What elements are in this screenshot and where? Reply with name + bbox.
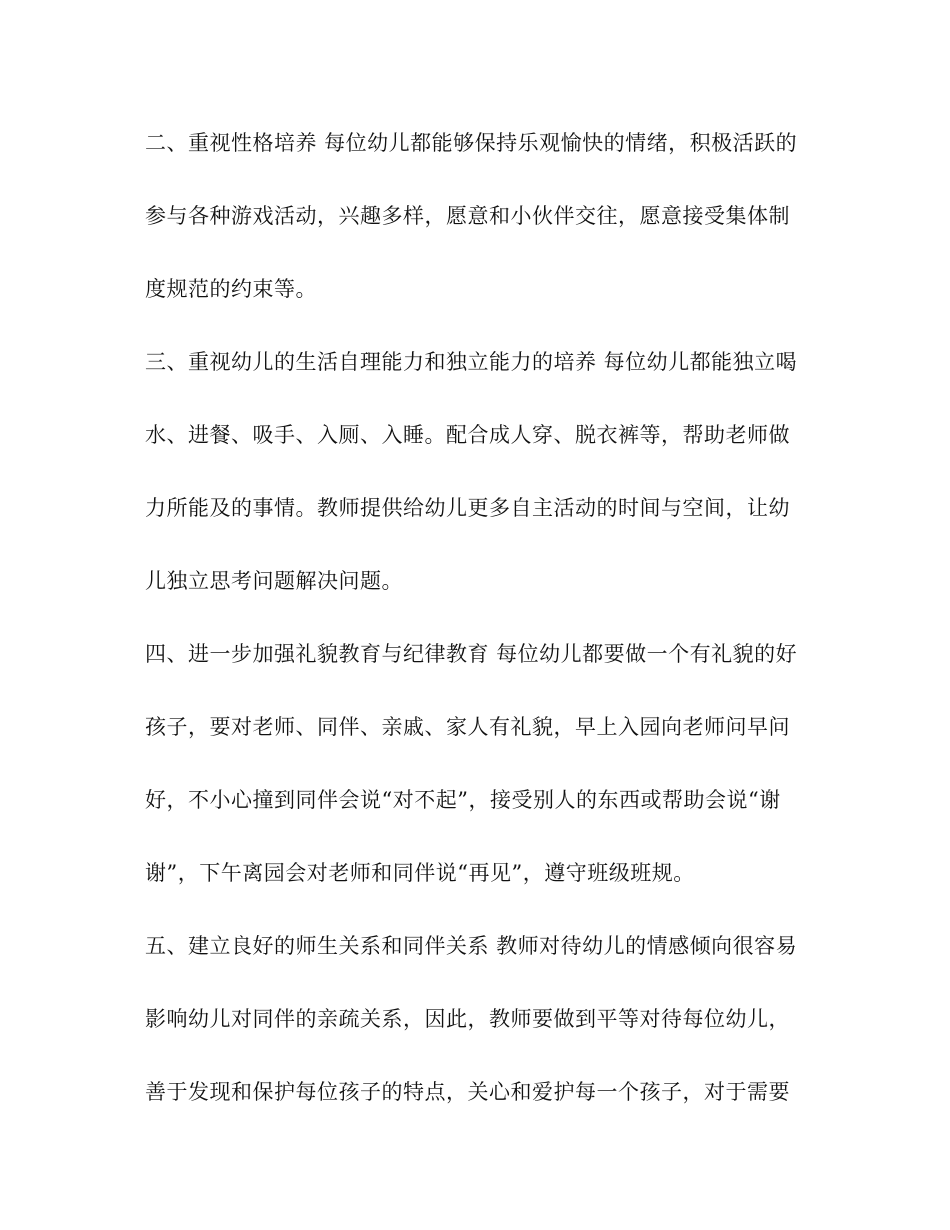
text-line: 度规范的约束等。: [145, 277, 317, 301]
text-line: 水、进餐、吸手、入厕、入睡。配合成人穿、脱衣裤等，帮助老师做: [145, 423, 790, 447]
text-line: 四、进一步加强礼貌教育与纪律教育 每位幼儿都要做一个有礼貌的好: [145, 642, 798, 666]
text-line: 儿独立思考问题解决问题。: [145, 569, 403, 593]
text-line: 善于发现和保护每位孩子的特点，关心和爱护每一个孩子，对于需要: [145, 1080, 790, 1104]
text-line: 孩子，要对老师、同伴、亲戚、家人有礼貌，早上入园向老师问早问: [145, 715, 790, 739]
text-line: 影响幼儿对同伴的亲疏关系，因此，教师要做到平等对待每位幼儿，: [145, 1007, 790, 1031]
text-line: 参与各种游戏活动，兴趣多样，愿意和小伙伴交往，愿意接受集体制: [145, 204, 790, 228]
text-line: 三、重视幼儿的生活自理能力和独立能力的培养 每位幼儿都能独立喝: [145, 350, 798, 374]
document-body: [145, 120, 815, 1142]
text-line: 好，不小心撞到同伴会说“对不起”，接受别人的东西或帮助会说“谢: [145, 788, 781, 812]
text-line: 谢”，下午离园会对老师和同伴说“再见”，遵守班级班规。: [145, 861, 695, 885]
text-line: 五、建立良好的师生关系和同伴关系 教师对待幼儿的情感倾向很容易: [145, 934, 798, 958]
text-line: 二、重视性格培养 每位幼儿都能够保持乐观愉快的情绪，积极活跃的: [145, 131, 798, 155]
text-line: 力所能及的事情。教师提供给幼儿更多自主活动的时间与空间，让幼: [145, 496, 790, 520]
